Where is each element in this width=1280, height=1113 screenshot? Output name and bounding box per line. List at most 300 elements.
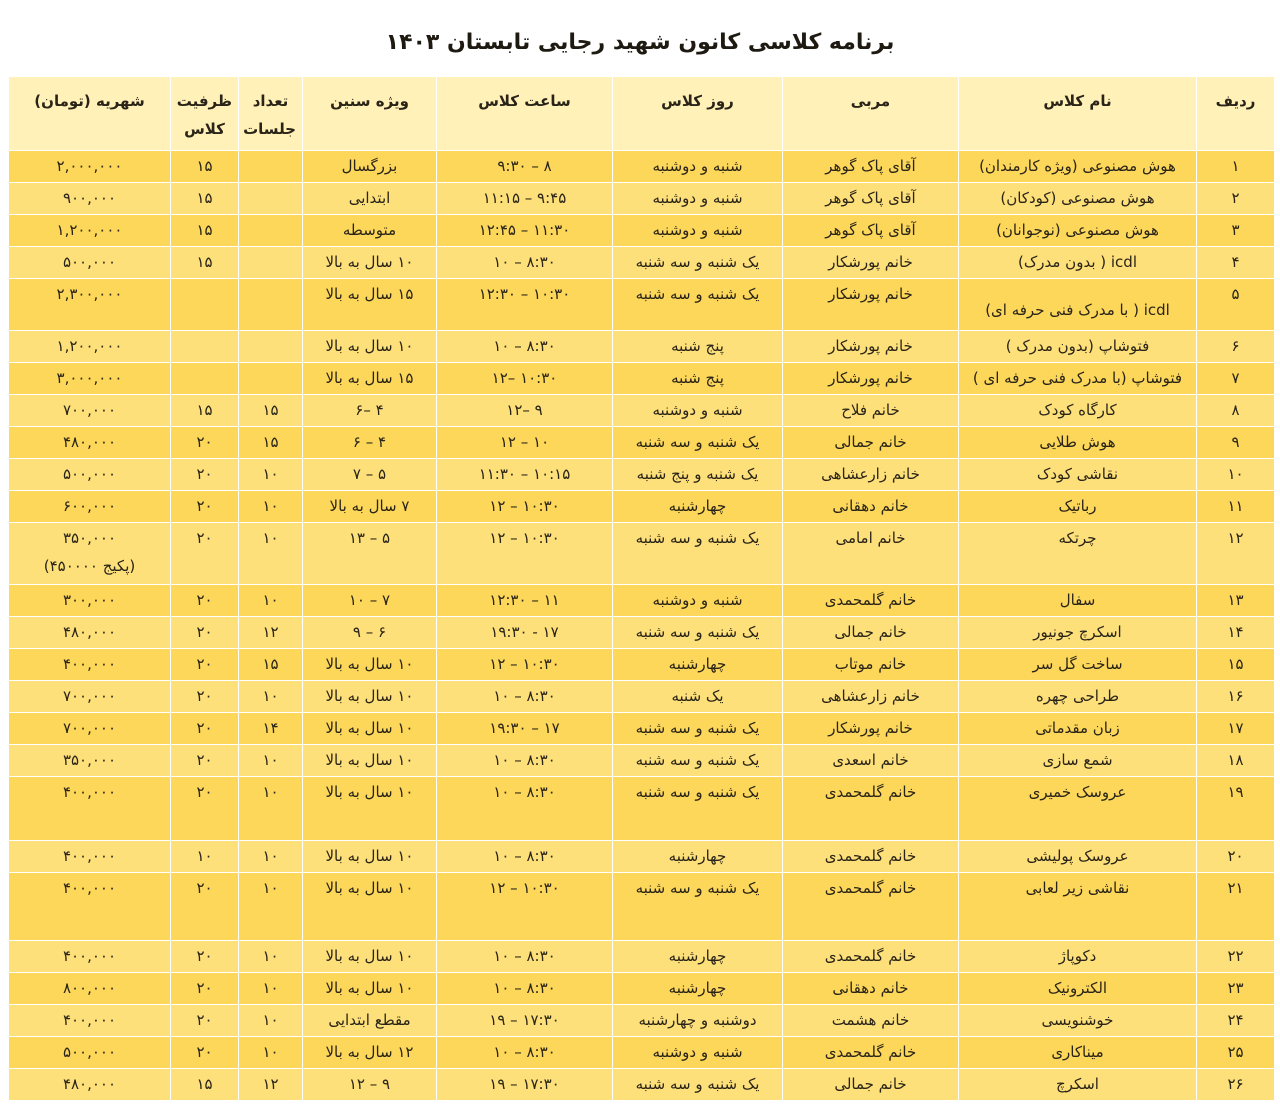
row-number-cell bbox=[1197, 617, 1275, 649]
fee-cell-text: ۴۸۰,۰۰۰ bbox=[62, 1075, 117, 1093]
age-group-cell-text: ۱۲ سال به بالا bbox=[325, 1043, 414, 1061]
age-group-cell bbox=[303, 745, 437, 777]
teacher-cell-text: خانم پورشکار bbox=[828, 719, 913, 737]
fee-cell-text: ۴۸۰,۰۰۰ bbox=[62, 623, 117, 641]
header-age-group: ویژه سنین bbox=[303, 77, 437, 151]
teacher-cell bbox=[783, 491, 959, 523]
class-days-cell-text: یک شنبه و سه شنبه bbox=[635, 879, 760, 897]
sessions-cell bbox=[239, 247, 303, 279]
sessions-cell-text: ۱۲ bbox=[262, 623, 279, 641]
sessions-cell bbox=[239, 585, 303, 617]
age-group-cell-text: ۴ – ۶ bbox=[352, 433, 387, 451]
teacher-cell-text: خانم جمالی bbox=[834, 433, 907, 451]
sessions-cell-text: ۱۰ bbox=[262, 529, 279, 547]
teacher-cell-text: خانم پورشکار bbox=[828, 369, 913, 387]
row-number-cell bbox=[1197, 215, 1275, 247]
table-row bbox=[9, 841, 1275, 873]
fee-cell-text: ۳۵۰,۰۰۰ bbox=[62, 529, 117, 547]
capacity-cell bbox=[171, 151, 239, 183]
class-name-cell bbox=[959, 941, 1197, 973]
fee-cell-text: ۱,۲۰۰,۰۰۰ bbox=[56, 221, 123, 239]
row-number-cell bbox=[1197, 941, 1275, 973]
sessions-cell bbox=[239, 363, 303, 395]
capacity-cell bbox=[171, 1069, 239, 1101]
class-time-cell bbox=[437, 183, 613, 215]
class-name-cell-text: فتوشاپ (با مدرک فنی حرفه ای ) bbox=[972, 369, 1183, 387]
class-name-cell bbox=[959, 279, 1197, 331]
capacity-cell-text: ۱۵ bbox=[196, 1075, 213, 1093]
sessions-cell bbox=[239, 745, 303, 777]
class-name-cell-text: هوش مصنوعی (کودکان) bbox=[1000, 189, 1155, 207]
row-number-cell bbox=[1197, 777, 1275, 841]
teacher-cell-text: خانم موتاب bbox=[834, 655, 907, 673]
class-name-cell bbox=[959, 973, 1197, 1005]
class-days-cell-text: یک شنبه و سه شنبه bbox=[635, 783, 760, 801]
table-row bbox=[9, 777, 1275, 841]
fee-cell bbox=[9, 873, 171, 941]
age-group-cell bbox=[303, 427, 437, 459]
class-days-cell bbox=[613, 1037, 783, 1069]
fee-cell-text: ۲,۰۰۰,۰۰۰ bbox=[56, 157, 123, 175]
sessions-cell-text: ۱۵ bbox=[262, 401, 279, 419]
class-days-cell bbox=[613, 585, 783, 617]
capacity-cell bbox=[171, 459, 239, 491]
table-row bbox=[9, 681, 1275, 713]
class-time-cell bbox=[437, 523, 613, 585]
row-number-cell bbox=[1197, 427, 1275, 459]
class-days-cell-text: چهارشنبه bbox=[668, 497, 727, 515]
teacher-cell bbox=[783, 459, 959, 491]
header-fee: شهریه (تومان) bbox=[9, 77, 171, 151]
class-time-cell bbox=[437, 151, 613, 183]
age-group-cell bbox=[303, 363, 437, 395]
class-days-cell-text: یک شنبه و سه شنبه bbox=[635, 433, 760, 451]
fee-cell-text: ۴۸۰,۰۰۰ bbox=[62, 433, 117, 451]
sessions-cell-text: ۱۲ bbox=[262, 1075, 279, 1093]
fee-cell-text: ۳,۰۰۰,۰۰۰ bbox=[56, 369, 123, 387]
table-row bbox=[9, 331, 1275, 363]
class-time-cell-text: ۱۷ – ۱۹:۳۰ bbox=[489, 719, 560, 737]
age-group-cell bbox=[303, 459, 437, 491]
class-days-cell-text: شنبه و دوشنبه bbox=[652, 189, 743, 207]
age-group-cell-text: مقطع ابتدایی bbox=[328, 1011, 411, 1029]
table-row bbox=[9, 649, 1275, 681]
fee-cell-text: ۳۵۰,۰۰۰ bbox=[62, 751, 117, 769]
class-name-cell bbox=[959, 183, 1197, 215]
class-time-cell-text: ۸:۳۰ – ۱۰ bbox=[493, 783, 556, 801]
class-days-cell bbox=[613, 681, 783, 713]
class-time-cell bbox=[437, 617, 613, 649]
class-days-cell bbox=[613, 941, 783, 973]
age-group-cell-text: ۷ سال به بالا bbox=[329, 497, 410, 515]
class-name-cell bbox=[959, 1069, 1197, 1101]
class-time-cell-text: ۸:۳۰ – ۱۰ bbox=[493, 979, 556, 997]
row-number-cell-text: ۱۷ bbox=[1227, 719, 1244, 737]
class-name-cell bbox=[959, 585, 1197, 617]
row-number-cell-text: ۱۸ bbox=[1227, 751, 1244, 769]
class-name-cell bbox=[959, 841, 1197, 873]
fee-cell bbox=[9, 973, 171, 1005]
fee-cell-text: ۷۰۰,۰۰۰ bbox=[62, 401, 117, 419]
class-name-cell bbox=[959, 523, 1197, 585]
sessions-cell bbox=[239, 1069, 303, 1101]
class-time-cell bbox=[437, 941, 613, 973]
fee-cell bbox=[9, 1005, 171, 1037]
capacity-cell bbox=[171, 649, 239, 681]
class-name-cell bbox=[959, 713, 1197, 745]
class-time-cell-text: ۱۱ – ۱۲:۳۰ bbox=[489, 591, 560, 609]
fee-cell-text: ۳۰۰,۰۰۰ bbox=[62, 591, 117, 609]
capacity-cell-text: ۲۰ bbox=[196, 433, 213, 451]
fee-cell-text: ۱,۲۰۰,۰۰۰ bbox=[56, 337, 123, 355]
class-days-cell bbox=[613, 841, 783, 873]
row-number-cell bbox=[1197, 585, 1275, 617]
row-number-cell bbox=[1197, 183, 1275, 215]
row-number-cell bbox=[1197, 681, 1275, 713]
sessions-cell bbox=[239, 777, 303, 841]
class-days-cell-text: یک شنبه bbox=[671, 687, 724, 705]
class-days-cell-text: یک شنبه و سه شنبه bbox=[635, 253, 760, 271]
teacher-cell bbox=[783, 777, 959, 841]
sessions-cell-text: ۱۰ bbox=[262, 591, 279, 609]
teacher-cell-text: خانم پورشکار bbox=[828, 337, 913, 355]
class-time-cell-text: ۱۰:۳۰ – ۱۲ bbox=[489, 497, 560, 515]
class-days-cell-text: یک شنبه و سه شنبه bbox=[635, 751, 760, 769]
table-header-row bbox=[9, 77, 1275, 151]
class-time-cell-text: ۸:۳۰ – ۱۰ bbox=[493, 847, 556, 865]
capacity-cell-text: ۱۵ bbox=[196, 157, 213, 175]
class-name-cell bbox=[959, 745, 1197, 777]
capacity-cell-text: ۲۰ bbox=[196, 751, 213, 769]
row-number-cell bbox=[1197, 247, 1275, 279]
teacher-cell bbox=[783, 941, 959, 973]
age-group-cell bbox=[303, 649, 437, 681]
sessions-cell bbox=[239, 331, 303, 363]
table-row bbox=[9, 1005, 1275, 1037]
class-schedule-table bbox=[8, 76, 1275, 1101]
sessions-cell bbox=[239, 941, 303, 973]
fee-cell bbox=[9, 777, 171, 841]
capacity-cell-text: ۲۰ bbox=[196, 655, 213, 673]
age-group-cell bbox=[303, 681, 437, 713]
fee-cell-text: ۴۰۰,۰۰۰ bbox=[62, 847, 117, 865]
teacher-cell bbox=[783, 617, 959, 649]
capacity-cell-text: ۲۰ bbox=[196, 719, 213, 737]
class-time-cell bbox=[437, 777, 613, 841]
age-group-cell-text: ۱۰ سال به بالا bbox=[325, 719, 414, 737]
class-days-cell bbox=[613, 973, 783, 1005]
teacher-cell bbox=[783, 427, 959, 459]
sessions-cell bbox=[239, 1005, 303, 1037]
fee-cell bbox=[9, 215, 171, 247]
teacher-cell-text: خانم هشمت bbox=[831, 1011, 910, 1029]
class-name-cell bbox=[959, 247, 1197, 279]
class-name-cell-secondary-text: icdl ( با مدرک فنی حرفه ای) bbox=[985, 301, 1170, 319]
sessions-cell bbox=[239, 873, 303, 941]
row-number-cell bbox=[1197, 151, 1275, 183]
table-row bbox=[9, 523, 1275, 585]
capacity-cell bbox=[171, 183, 239, 215]
class-name-cell-text: اسکرچ جونیور bbox=[1033, 623, 1122, 641]
class-name-cell bbox=[959, 427, 1197, 459]
age-group-cell-text: ۱۵ سال به بالا bbox=[325, 369, 414, 387]
class-time-cell bbox=[437, 1037, 613, 1069]
capacity-cell-text: ۲۰ bbox=[196, 465, 213, 483]
class-name-cell-text: طراحی چهره bbox=[1035, 687, 1120, 705]
class-name-cell-text: هوش مصنوعی (نوجوانان) bbox=[996, 221, 1159, 239]
fee-cell-text: ۴۰۰,۰۰۰ bbox=[62, 879, 117, 897]
table-row bbox=[9, 585, 1275, 617]
header-class-days: روز کلاس bbox=[613, 77, 783, 151]
row-number-cell bbox=[1197, 649, 1275, 681]
class-time-cell-text: ۱۷:۳۰ – ۱۹ bbox=[489, 1075, 560, 1093]
capacity-cell-text: ۲۰ bbox=[196, 783, 213, 801]
class-days-cell bbox=[613, 363, 783, 395]
capacity-cell bbox=[171, 427, 239, 459]
class-days-cell-text: شنبه و دوشنبه bbox=[652, 591, 743, 609]
teacher-cell-text: خانم فلاح bbox=[841, 401, 900, 419]
teacher-cell bbox=[783, 1005, 959, 1037]
class-name-cell bbox=[959, 395, 1197, 427]
teacher-cell bbox=[783, 395, 959, 427]
teacher-cell-text: آقای پاک گوهر bbox=[825, 189, 916, 207]
row-number-cell-text: ۹ bbox=[1231, 433, 1240, 451]
class-time-cell bbox=[437, 331, 613, 363]
fee-cell bbox=[9, 331, 171, 363]
age-group-cell bbox=[303, 713, 437, 745]
fee-cell-text: ۸۰۰,۰۰۰ bbox=[62, 979, 117, 997]
class-time-cell bbox=[437, 491, 613, 523]
fee-cell bbox=[9, 363, 171, 395]
class-time-cell-text: ۱۰:۳۰ – ۱۲:۳۰ bbox=[478, 285, 571, 303]
sessions-cell-text: ۱۰ bbox=[262, 947, 279, 965]
class-name-cell bbox=[959, 873, 1197, 941]
class-days-cell bbox=[613, 745, 783, 777]
class-days-cell bbox=[613, 331, 783, 363]
class-days-cell bbox=[613, 713, 783, 745]
row-number-cell-text: ۲۰ bbox=[1227, 847, 1244, 865]
sessions-cell-text: ۱۰ bbox=[262, 979, 279, 997]
class-days-cell bbox=[613, 427, 783, 459]
teacher-cell bbox=[783, 183, 959, 215]
class-time-cell-text: ۱۰:۱۵ – ۱۱:۳۰ bbox=[478, 465, 571, 483]
age-group-cell-text: بزرگسال bbox=[341, 157, 398, 175]
class-name-cell-text: رباتیک bbox=[1058, 497, 1097, 515]
class-name-cell-text: چرتکه bbox=[1058, 529, 1097, 547]
age-group-cell-text: ۴ –۶ bbox=[355, 401, 384, 419]
class-name-cell-text: میناکاری bbox=[1051, 1043, 1104, 1061]
sessions-cell-text: ۱۰ bbox=[262, 783, 279, 801]
sessions-cell bbox=[239, 973, 303, 1005]
class-name-cell-text: سفال bbox=[1059, 591, 1096, 609]
row-number-cell bbox=[1197, 713, 1275, 745]
capacity-cell-text: ۲۰ bbox=[196, 687, 213, 705]
teacher-cell bbox=[783, 649, 959, 681]
sessions-cell bbox=[239, 459, 303, 491]
sessions-cell-text: ۱۰ bbox=[262, 879, 279, 897]
capacity-cell-text: ۱۵ bbox=[196, 253, 213, 271]
teacher-cell bbox=[783, 523, 959, 585]
fee-cell bbox=[9, 1037, 171, 1069]
class-name-cell-text: اسکرچ bbox=[1056, 1075, 1099, 1093]
sessions-cell bbox=[239, 713, 303, 745]
sessions-cell bbox=[239, 151, 303, 183]
class-name-cell-text: دکوپاژ bbox=[1058, 947, 1097, 965]
class-days-cell-text: شنبه و دوشنبه bbox=[652, 221, 743, 239]
teacher-cell bbox=[783, 585, 959, 617]
sessions-cell bbox=[239, 681, 303, 713]
header-class-name: نام کلاس bbox=[959, 77, 1197, 151]
sessions-cell-text: ۱۰ bbox=[262, 465, 279, 483]
class-days-cell-text: یک شنبه و سه شنبه bbox=[635, 1075, 760, 1093]
row-number-cell-text: ۲۱ bbox=[1227, 879, 1244, 897]
teacher-cell bbox=[783, 151, 959, 183]
capacity-cell bbox=[171, 215, 239, 247]
teacher-cell bbox=[783, 841, 959, 873]
capacity-cell bbox=[171, 617, 239, 649]
row-number-cell-text: ۱۳ bbox=[1227, 591, 1244, 609]
sessions-cell bbox=[239, 523, 303, 585]
class-days-cell bbox=[613, 649, 783, 681]
fee-cell bbox=[9, 247, 171, 279]
age-group-cell bbox=[303, 247, 437, 279]
fee-cell bbox=[9, 941, 171, 973]
class-days-cell bbox=[613, 459, 783, 491]
class-name-cell-text: شمع سازی bbox=[1042, 751, 1113, 769]
row-number-cell-text: ۱۰ bbox=[1227, 465, 1244, 483]
table-row bbox=[9, 745, 1275, 777]
class-name-cell-text: عروسک پولیشی bbox=[1026, 847, 1129, 865]
class-name-cell-text: فتوشاپ (بدون مدرک ) bbox=[1005, 337, 1150, 355]
class-days-cell bbox=[613, 247, 783, 279]
class-time-cell bbox=[437, 841, 613, 873]
table-row bbox=[9, 279, 1275, 331]
class-time-cell bbox=[437, 247, 613, 279]
class-days-cell bbox=[613, 215, 783, 247]
sessions-cell bbox=[239, 279, 303, 331]
class-time-cell-text: ۹:۴۵ – ۱۱:۱۵ bbox=[482, 189, 567, 207]
fee-cell-text: ۶۰۰,۰۰۰ bbox=[62, 497, 117, 515]
class-time-cell-text: ۹ –۱۲ bbox=[506, 401, 543, 419]
teacher-cell-text: خانم جمالی bbox=[834, 623, 907, 641]
class-time-cell-text: ۱۰:۳۰ – ۱۲ bbox=[489, 529, 560, 547]
fee-cell-text: ۵۰۰,۰۰۰ bbox=[62, 1043, 117, 1061]
class-name-cell-text: الکترونیک bbox=[1047, 979, 1108, 997]
class-name-cell bbox=[959, 617, 1197, 649]
class-days-cell-text: شنبه و دوشنبه bbox=[652, 401, 743, 419]
table-row bbox=[9, 183, 1275, 215]
teacher-cell-text: خانم زارعشاهی bbox=[821, 687, 920, 705]
teacher-cell-text: خانم پورشکار bbox=[828, 253, 913, 271]
class-time-cell-text: ۱۰ – ۱۲ bbox=[499, 433, 550, 451]
class-time-cell bbox=[437, 585, 613, 617]
table-row bbox=[9, 215, 1275, 247]
age-group-cell-text: ۱۰ سال به بالا bbox=[325, 687, 414, 705]
age-group-cell bbox=[303, 183, 437, 215]
row-number-cell-text: ۱۵ bbox=[1227, 655, 1244, 673]
class-days-cell-text: چهارشنبه bbox=[668, 947, 727, 965]
teacher-cell bbox=[783, 1037, 959, 1069]
fee-cell-text: ۴۰۰,۰۰۰ bbox=[62, 655, 117, 673]
header-class-time: ساعت کلاس bbox=[437, 77, 613, 151]
fee-cell-text: ۹۰۰,۰۰۰ bbox=[62, 189, 117, 207]
age-group-cell-text: ۱۰ سال به بالا bbox=[325, 655, 414, 673]
fee-cell bbox=[9, 183, 171, 215]
class-time-cell bbox=[437, 745, 613, 777]
table-row bbox=[9, 395, 1275, 427]
class-name-cell bbox=[959, 151, 1197, 183]
class-days-cell-text: یک شنبه و پنج شنبه bbox=[636, 465, 759, 483]
capacity-cell bbox=[171, 873, 239, 941]
capacity-cell-text: ۱۵ bbox=[196, 401, 213, 419]
age-group-cell-text: ابتدایی bbox=[348, 189, 391, 207]
class-name-cell bbox=[959, 459, 1197, 491]
teacher-cell bbox=[783, 681, 959, 713]
row-number-cell-text: ۱۹ bbox=[1227, 783, 1244, 801]
table-row bbox=[9, 973, 1275, 1005]
age-group-cell bbox=[303, 279, 437, 331]
age-group-cell bbox=[303, 873, 437, 941]
age-group-cell bbox=[303, 1037, 437, 1069]
capacity-cell-text: ۱۵ bbox=[196, 189, 213, 207]
header-row-number: ردیف bbox=[1197, 77, 1275, 151]
row-number-cell-text: ۸ bbox=[1231, 401, 1240, 419]
class-days-cell-text: یک شنبه و سه شنبه bbox=[635, 285, 760, 303]
class-days-cell-text: پنج شنبه bbox=[671, 369, 724, 387]
sessions-cell bbox=[239, 841, 303, 873]
teacher-cell-text: آقای پاک گوهر bbox=[825, 221, 916, 239]
age-group-cell bbox=[303, 523, 437, 585]
class-name-cell-text: نقاشی کودک bbox=[1036, 465, 1119, 483]
fee-cell-text: ۷۰۰,۰۰۰ bbox=[62, 719, 117, 737]
age-group-cell-text: ۱۰ سال به بالا bbox=[325, 947, 414, 965]
class-time-cell-text: ۸ – ۹:۳۰ bbox=[497, 157, 552, 175]
sessions-cell bbox=[239, 215, 303, 247]
sessions-cell bbox=[239, 427, 303, 459]
class-days-cell bbox=[613, 1069, 783, 1101]
class-days-cell-text: چهارشنبه bbox=[668, 655, 727, 673]
age-group-cell bbox=[303, 491, 437, 523]
sessions-cell-text: ۱۰ bbox=[262, 1011, 279, 1029]
class-time-cell bbox=[437, 363, 613, 395]
fee-cell bbox=[9, 395, 171, 427]
capacity-cell bbox=[171, 941, 239, 973]
fee-cell bbox=[9, 745, 171, 777]
class-time-cell-text: ۸:۳۰ – ۱۰ bbox=[493, 947, 556, 965]
class-name-cell-text: عروسک خمیری bbox=[1028, 783, 1127, 801]
class-time-cell bbox=[437, 1069, 613, 1101]
teacher-cell-text: خانم گلمحمدی bbox=[824, 847, 917, 865]
class-time-cell bbox=[437, 713, 613, 745]
row-number-cell-text: ۳ bbox=[1231, 221, 1240, 239]
fee-cell bbox=[9, 151, 171, 183]
teacher-cell bbox=[783, 973, 959, 1005]
sessions-cell bbox=[239, 617, 303, 649]
row-number-cell bbox=[1197, 395, 1275, 427]
age-group-cell bbox=[303, 941, 437, 973]
age-group-cell-text: ۱۰ سال به بالا bbox=[325, 751, 414, 769]
teacher-cell bbox=[783, 279, 959, 331]
class-days-cell bbox=[613, 873, 783, 941]
capacity-cell bbox=[171, 279, 239, 331]
teacher-cell-text: خانم گلمحمدی bbox=[824, 879, 917, 897]
fee-cell bbox=[9, 459, 171, 491]
fee-cell-text: ۴۰۰,۰۰۰ bbox=[62, 947, 117, 965]
sessions-cell bbox=[239, 649, 303, 681]
class-time-cell-text: ۸:۳۰ – ۱۰ bbox=[493, 1043, 556, 1061]
sessions-cell-text: ۱۴ bbox=[262, 719, 279, 737]
class-name-cell-text: زبان مقدماتی bbox=[1035, 719, 1120, 737]
